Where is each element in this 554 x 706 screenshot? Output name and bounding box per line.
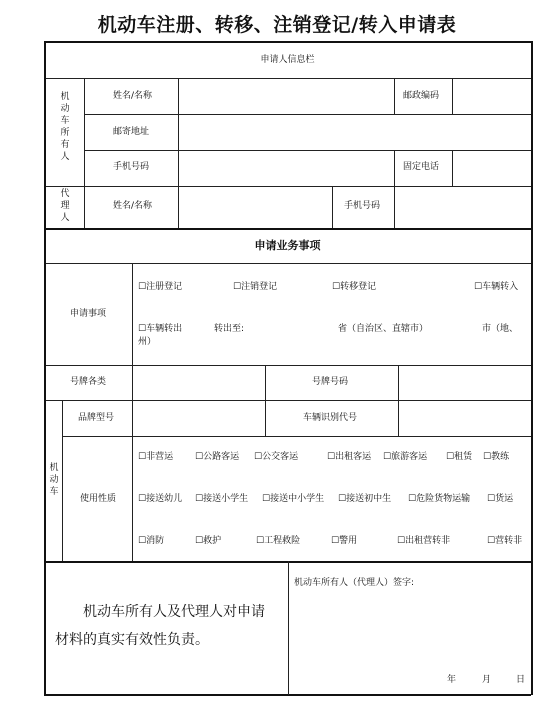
agent-name-field[interactable]: [180, 188, 330, 226]
applicant-section-header: 申请人信息栏: [260, 55, 315, 65]
rule: [84, 78, 85, 228]
agent-mobile-field[interactable]: [396, 188, 529, 226]
owner-name-field[interactable]: [180, 80, 392, 112]
business-section-header: 申请业务事项: [254, 239, 321, 252]
landline-field[interactable]: [454, 152, 529, 184]
table-right-border: [531, 41, 533, 695]
prefecture-label: 州）: [138, 337, 157, 347]
signature-label: 机动车所有人（代理人）签字:: [294, 578, 415, 588]
usage-option[interactable]: ☐危险货物运输: [408, 494, 471, 504]
declaration-statement: 机动车所有人及代理人对申请材料的真实有效性负责。: [55, 604, 265, 648]
rule: [332, 186, 333, 228]
rule: [394, 186, 395, 228]
declaration-text: [55, 598, 270, 654]
rule: [44, 365, 531, 366]
agent-label: 代理人: [60, 189, 70, 223]
vehicle-label: 机动车: [49, 463, 59, 497]
plate-number-label: 号牌号码: [312, 377, 349, 387]
usage-option[interactable]: ☐营转非: [487, 536, 523, 546]
rule: [44, 78, 531, 79]
rule: [132, 263, 133, 561]
usage-option[interactable]: ☐接送初中生: [338, 494, 392, 504]
usage-option[interactable]: ☐接送小学生: [195, 494, 249, 504]
usage-option[interactable]: ☐救护: [195, 536, 222, 546]
rule: [265, 365, 266, 436]
mailing-address-field[interactable]: [180, 116, 529, 148]
option-transfer-out[interactable]: ☐车辆转出: [138, 324, 183, 334]
landline-label: 固定电话: [403, 162, 440, 172]
rule: [394, 150, 395, 186]
usage-option[interactable]: ☐非营运: [138, 452, 174, 462]
agent-mobile-label: 手机号码: [344, 201, 381, 211]
rule: [44, 228, 531, 230]
usage-option[interactable]: ☐工程救险: [256, 536, 301, 546]
form-title: 机动车注册、转移、注销登记/转入申请表: [97, 14, 457, 36]
usage-option[interactable]: ☐消防: [138, 536, 165, 546]
rule: [398, 365, 399, 436]
plate-type-label: 号牌各类: [70, 377, 107, 387]
rule: [62, 400, 63, 561]
option-transfer[interactable]: ☐转移登记: [332, 282, 377, 292]
city-label: 市（地、: [482, 324, 519, 334]
usage-option[interactable]: ☐公路客运: [195, 452, 240, 462]
rule: [44, 263, 531, 264]
signature-field[interactable]: [292, 592, 528, 662]
usage-option[interactable]: ☐旅游客运: [383, 452, 428, 462]
postal-code-label: 邮政编码: [403, 91, 440, 101]
transfer-to-label: 转出至:: [214, 324, 245, 334]
owner-name-label: 姓名/名称: [113, 91, 153, 101]
date-day-label: 日: [516, 675, 526, 685]
province-label: 省（自治区、直辖市）: [338, 324, 429, 334]
option-register[interactable]: ☐注册登记: [138, 282, 183, 292]
postal-code-field[interactable]: [454, 80, 529, 112]
plate-number-field[interactable]: [400, 367, 529, 398]
date-year-label: 年: [447, 675, 457, 685]
usage-option[interactable]: ☐教练: [483, 452, 510, 462]
mobile-field[interactable]: [180, 152, 392, 184]
rule: [84, 114, 531, 115]
usage-option[interactable]: ☐货运: [487, 494, 514, 504]
option-cancel[interactable]: ☐注销登记: [233, 282, 278, 292]
usage-option[interactable]: ☐出租客运: [327, 452, 372, 462]
usage-option[interactable]: ☐接送幼儿: [138, 494, 183, 504]
table-top-border: [44, 41, 531, 43]
usage-option[interactable]: ☐租赁: [446, 452, 473, 462]
usage-label: 使用性质: [80, 494, 117, 504]
vin-field[interactable]: [400, 402, 529, 434]
option-transfer-in[interactable]: ☐车辆转入: [474, 282, 519, 292]
rule: [44, 400, 531, 401]
table-left-border: [44, 41, 46, 695]
owner-label: 机动车所有人: [60, 92, 70, 162]
date-month-label: 月: [482, 675, 492, 685]
usage-option[interactable]: ☐接送中小学生: [262, 494, 325, 504]
rule: [178, 78, 179, 228]
rule: [452, 150, 453, 186]
rule: [288, 561, 289, 695]
usage-option[interactable]: ☐警用: [331, 536, 358, 546]
rule: [44, 186, 531, 187]
usage-option[interactable]: ☐公交客运: [254, 452, 299, 462]
agent-name-label: 姓名/名称: [113, 201, 153, 211]
rule: [84, 150, 531, 151]
mobile-label: 手机号码: [113, 162, 150, 172]
rule: [452, 78, 453, 114]
vin-label: 车辆识别代号: [303, 413, 358, 423]
brand-model-label: 品牌型号: [78, 413, 115, 423]
rule: [394, 78, 395, 114]
mailing-address-label: 邮寄地址: [113, 127, 150, 137]
plate-type-field[interactable]: [134, 367, 263, 398]
brand-model-field[interactable]: [134, 402, 263, 434]
business-items-label: 申请事项: [70, 309, 107, 319]
usage-option[interactable]: ☐出租营转非: [397, 536, 451, 546]
